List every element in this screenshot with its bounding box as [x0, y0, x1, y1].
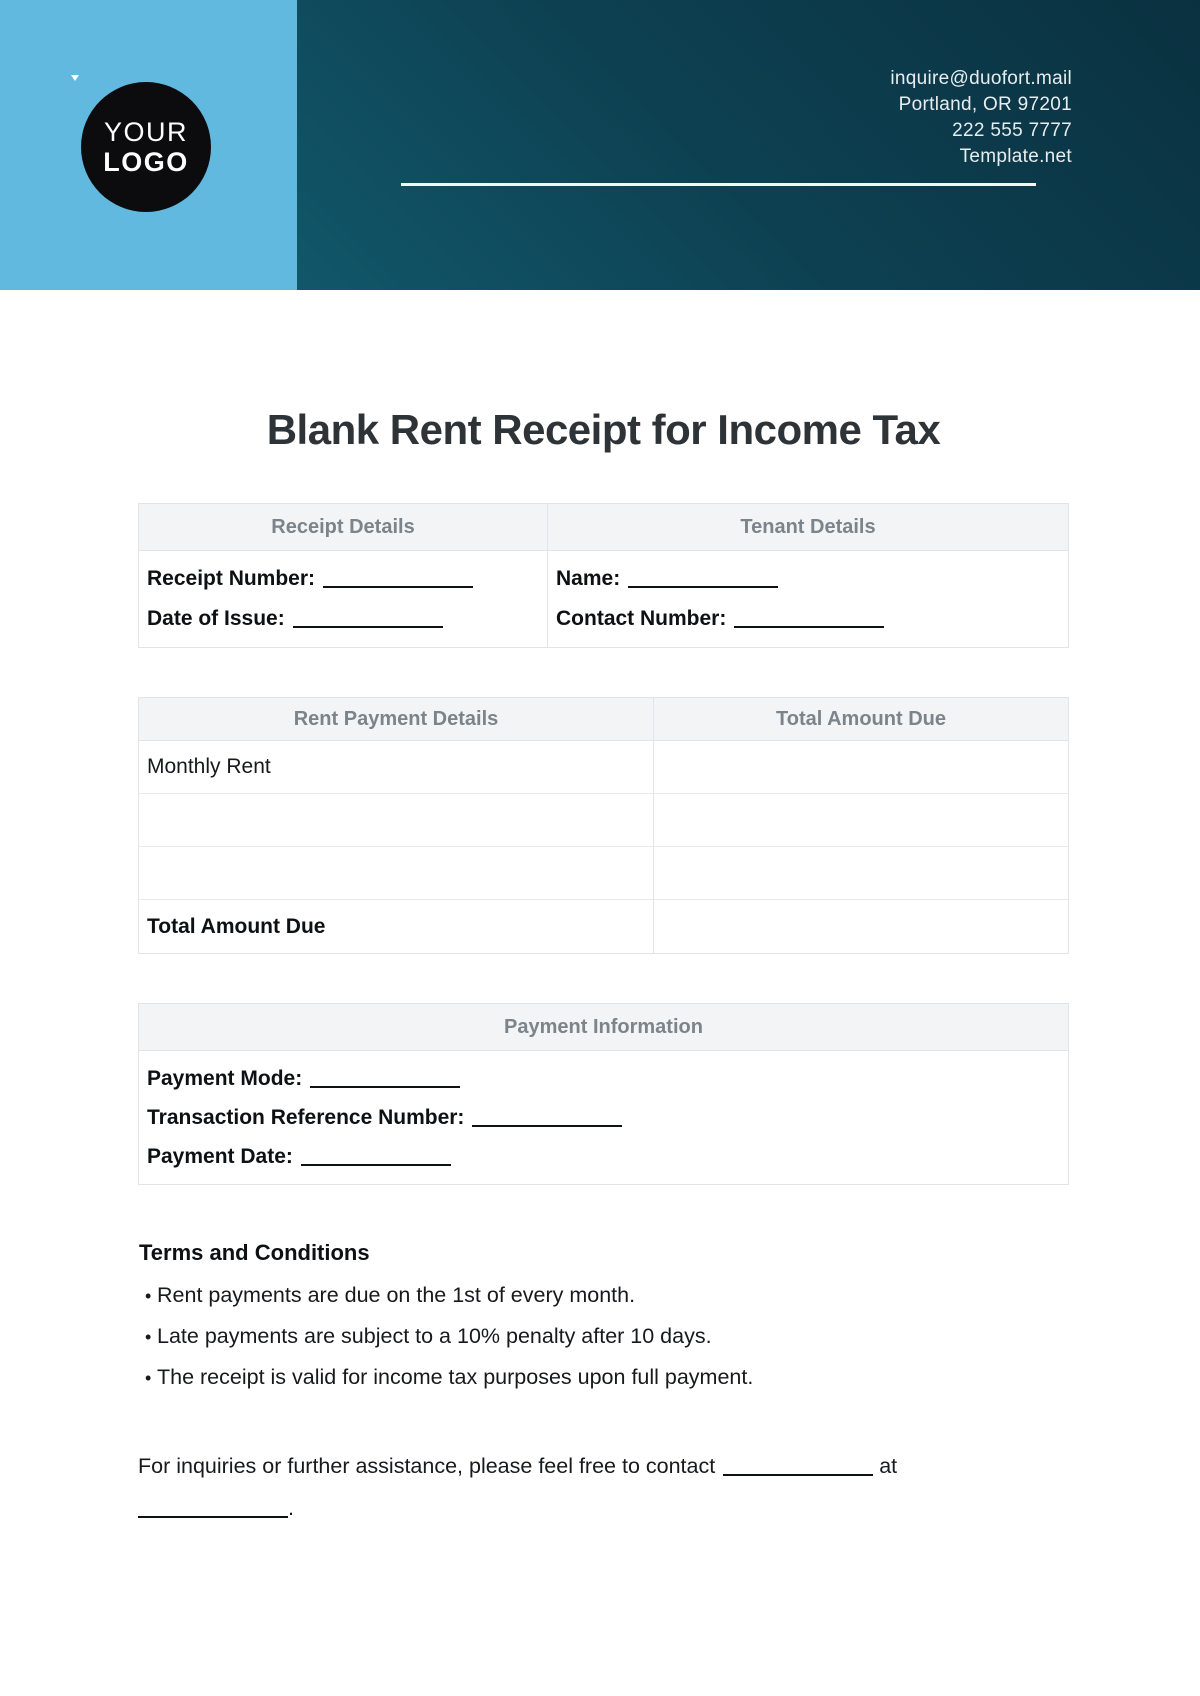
monthly-rent-cell: Monthly Rent [139, 741, 654, 793]
receipt-tenant-header-row [139, 504, 1068, 551]
bullet-icon: • [145, 1286, 152, 1306]
terms-list [139, 1275, 1069, 1398]
receipt-details-cell [139, 551, 548, 647]
contact-email: inquire@duofort.mail [890, 68, 1072, 89]
date-of-issue-label: Date of Issue: [147, 607, 285, 630]
terms-item-text: The receipt is valid for income tax purposes upon full payment. [157, 1365, 754, 1389]
payment-date-field [147, 1137, 1068, 1176]
payment-date-label: Payment Date: [147, 1145, 293, 1168]
bullet-icon: • [145, 1368, 152, 1388]
table-row [139, 794, 1068, 847]
footer-line-1 [138, 1445, 1069, 1487]
transaction-reference-field [147, 1098, 1068, 1137]
footer-note [138, 1445, 1069, 1529]
receipt-details-header: Receipt Details [139, 504, 548, 550]
date-of-issue-field [147, 599, 547, 639]
payment-mode-label: Payment Mode: [147, 1067, 303, 1090]
contact-number-field [556, 599, 1068, 639]
tenant-name-label: Name: [556, 567, 621, 590]
payment-information-header-row [139, 1004, 1068, 1051]
payment-date-blank-line [301, 1164, 451, 1166]
list-item [139, 1357, 1069, 1398]
page-title: Blank Rent Receipt for Income Tax [266, 406, 941, 453]
tenant-details-cell [548, 551, 1068, 647]
contact-number-label: Contact Number: [556, 607, 727, 630]
receipt-tenant-body-row [139, 551, 1068, 647]
payment-mode-blank-line [310, 1086, 460, 1088]
terms-heading: Terms and Conditions [139, 1240, 370, 1265]
transaction-reference-blank-line [472, 1125, 622, 1127]
payment-information-header: Payment Information [504, 1015, 703, 1038]
contact-phone: 222 555 7777 [952, 120, 1072, 141]
table-row [139, 847, 1068, 900]
terms-item-text: Rent payments are due on the 1st of every month. [157, 1283, 636, 1307]
payment-information-body [139, 1051, 1068, 1184]
transaction-reference-label: Transaction Reference Number: [147, 1106, 465, 1129]
bullet-icon: • [145, 1327, 152, 1347]
company-logo [81, 82, 211, 212]
footer-text-before: For inquiries or further assistance, please feel free to contact [138, 1454, 716, 1478]
payment-mode-field [147, 1059, 1068, 1098]
tenant-name-blank-line [628, 586, 778, 588]
empty-item-cell [139, 847, 654, 899]
empty-item-cell [139, 794, 654, 846]
terms-item-text: Late payments are subject to a 10% penalty after 10 days. [157, 1324, 712, 1348]
page-header [0, 0, 1200, 290]
empty-amount-cell [654, 794, 1068, 846]
contact-number-blank-line [734, 626, 884, 628]
total-amount-due-header: Total Amount Due [776, 707, 946, 730]
footer-text-end: . [288, 1496, 294, 1520]
receipt-number-field [147, 559, 547, 599]
footer-line-2 [138, 1487, 1069, 1529]
contact-address: Portland, OR 97201 [898, 94, 1072, 115]
receipt-number-label: Receipt Number: [147, 567, 316, 590]
payment-information-table [138, 1003, 1069, 1185]
footer-text-middle: at [879, 1454, 898, 1478]
list-item [139, 1316, 1069, 1357]
tenant-details-header: Tenant Details [740, 515, 876, 538]
table-row [139, 741, 1068, 794]
logo-accent-dot [71, 75, 79, 81]
receipt-number-blank-line [323, 586, 473, 588]
total-amount-value-cell [654, 900, 1068, 953]
footer-contact-blank-line [723, 1474, 873, 1476]
empty-amount-cell [654, 847, 1068, 899]
total-amount-due-cell: Total Amount Due [139, 900, 654, 953]
contact-website: Template.net [959, 146, 1072, 167]
contact-block [890, 66, 1072, 170]
rent-payment-details-header: Rent Payment Details [139, 698, 654, 740]
monthly-rent-amount-cell [654, 741, 1068, 793]
logo-text-your: YOUR [103, 117, 188, 147]
footer-contact-info-blank-line [138, 1516, 288, 1518]
rent-payment-header-row [139, 698, 1068, 741]
table-row [139, 900, 1068, 953]
tenant-name-field [556, 559, 1068, 599]
receipt-tenant-table [138, 503, 1069, 648]
list-item [139, 1275, 1069, 1316]
rent-payment-table [138, 697, 1069, 954]
header-divider-line [401, 183, 1036, 186]
terms-section [139, 1240, 1069, 1398]
date-of-issue-blank-line [293, 626, 443, 628]
logo-text-logo: LOGO [103, 147, 189, 177]
